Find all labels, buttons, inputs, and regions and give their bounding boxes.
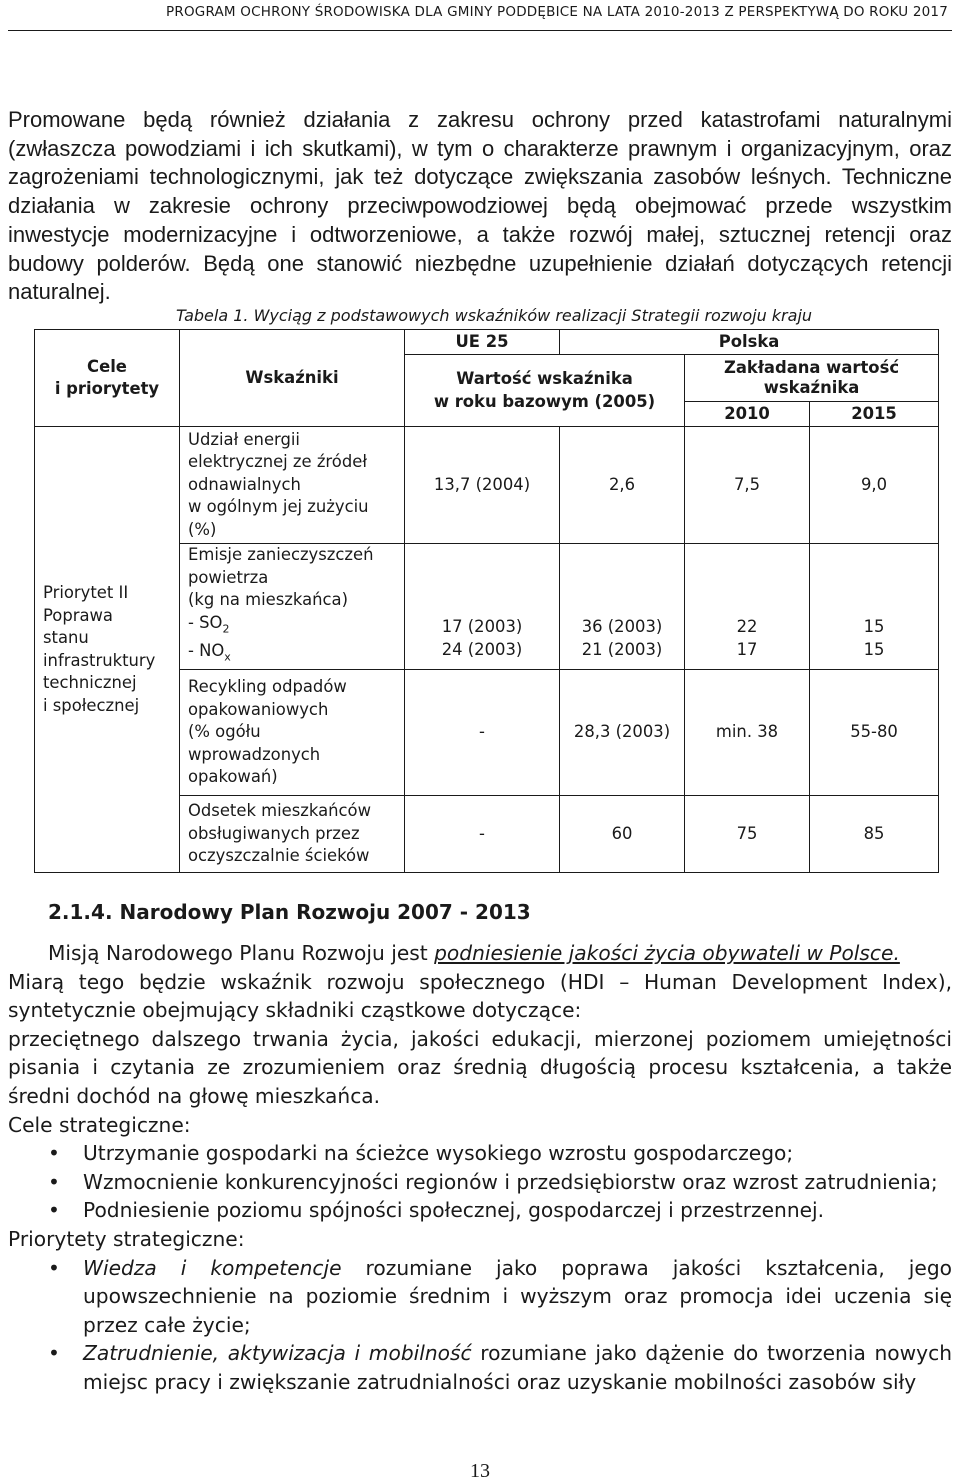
- header-rule: [8, 30, 952, 31]
- list-item: • Wiedza i kompetencje rozumiane jako poprawa jakości kształcenia, jego upowszechnienie na poziomie średnim i wyższym oraz promocja idei uczenia się przez całe życie;: [48, 1255, 952, 1337]
- target-2010: min. 38: [685, 670, 810, 796]
- goals-heading: Cele strategiczne:: [8, 1112, 191, 1137]
- section-body: [8, 939, 952, 1397]
- priority-cell: Priorytet II Poprawa stanu infrastruktury technicznej i społecznej: [35, 427, 180, 873]
- list-item: • Podniesienie poziomu spójności społecznej, gospodarczej i przestrzennej.: [48, 1198, 825, 1223]
- intro-paragraph: Promowane będą również działania z zakresu ochrony przed katastrofami naturalnymi (zwłaszcza powodziami i ich skutkami), w tym o charakterze prawnym i organizacyjnym, oraz zagrożeniami technologicznymi, jak też dotyczące zwiększania zasobów leśnych. Techniczne działania w zakresie ochrony przeciwpowodziowej będą obejmować przede wszystkim inwestycje modernizacyjne i odtworzeniowe, a także rozwój małej, sztucznej retencji oraz budowy polderów. Będą one stanowić niezbędne uzupełnienie działań dotyczących retencji naturalnej.: [8, 107, 952, 305]
- list-item: • Utrzymanie gospodarki na ścieżce wysokiego wzrostu gospodarczego;: [48, 1141, 794, 1166]
- target-2015: 85: [810, 796, 939, 873]
- eu25-header: UE 25: [405, 330, 560, 355]
- indicator-recycling: Recykling odpadów opakowaniowych (% ogółu wprowadzonych opakowań): [180, 670, 405, 796]
- base-value-header: Wartość wskaźnika w roku bazowym (2005): [405, 355, 685, 427]
- eu-value: 13,7 (2004): [405, 427, 560, 544]
- list-item: • Wzmocnienie konkurencyjności regionów i przedsiębiorstw oraz wzrost zatrudnienia;: [48, 1169, 938, 1194]
- table-caption: Tabela 1. Wyciąg z podstawowych wskaźników realizacji Strategii rozwoju kraju: [176, 306, 813, 325]
- mission-line: Misją Narodowego Planu Rozwoju jest podniesienie jakości życia obywateli w Polsce.: [48, 941, 900, 965]
- goals-list: [8, 1139, 952, 1225]
- year-2015-header: 2015: [810, 402, 939, 427]
- indicators-table: [34, 329, 939, 873]
- indicator-renewable-energy: Udział energii elektrycznej ze źródeł odnawialnych w ogólnym jej zużyciu (%): [180, 427, 405, 544]
- target-2015: 15 15: [810, 544, 939, 670]
- pl-value: 60: [560, 796, 685, 873]
- indicator-wastewater: Odsetek mieszkańców obsługiwanych przez oczyszczalnie ścieków: [180, 796, 405, 873]
- hdi-line: Miarą tego będzie wskaźnik rozwoju społecznego (HDI – Human Development Index),: [8, 969, 952, 994]
- target-value-header: Zakładana wartość wskaźnika: [685, 355, 939, 402]
- target-2010: 7,5: [685, 427, 810, 544]
- target-2010: 22 17: [685, 544, 810, 670]
- indicator-emissions: Emisje zanieczyszczeń powietrza (kg na mieszkańca) - $SO_2$ - $NO_x$: [180, 544, 405, 670]
- eu-value: 17 (2003) 24 (2003): [405, 544, 560, 670]
- pl-value: 2,6: [560, 427, 685, 544]
- hdi-components: przeciętnego dalszego trwania życia, jakości edukacji, mierzonej poziomem umiejętności pisania i czytania ze zrozumieniem oraz średnią długością procesu kształcenia, a także średni dochód na głowę mieszkańca.: [8, 1026, 952, 1108]
- hdi-continuation: syntetycznie obejmujący składniki cząstkowe dotyczące:: [8, 998, 582, 1023]
- target-2015: 55-80: [810, 670, 939, 796]
- pl-value: 28,3 (2003): [560, 670, 685, 796]
- mission-emphasis: podniesienie jakości życia obywateli w Polsce.: [434, 941, 900, 965]
- indicators-header: Wskaźniki: [180, 330, 405, 427]
- priorities-list: [8, 1254, 952, 1397]
- eu-value: -: [405, 796, 560, 873]
- target-2010: 75: [685, 796, 810, 873]
- running-header: PROGRAM OCHRONY ŚRODOWISKA DLA GMINY PODDĘBICE NA LATA 2010-2013 Z PERSPEKTYWĄ DO ROKU 2017: [166, 4, 948, 20]
- year-2010-header: 2010: [685, 402, 810, 427]
- goals-header: Cele i priorytety: [35, 330, 180, 427]
- target-2015: 9,0: [810, 427, 939, 544]
- eu-value: -: [405, 670, 560, 796]
- section-heading: 2.1.4. Narodowy Plan Rozwoju 2007 - 2013: [48, 900, 531, 924]
- page-number: 13: [470, 1460, 490, 1482]
- pl-value: 36 (2003) 21 (2003): [560, 544, 685, 670]
- priorities-heading: Priorytety strategiczne:: [8, 1226, 245, 1251]
- list-item: • Zatrudnienie, aktywizacja i mobilność rozumiane jako dążenie do tworzenia nowych miejsc pracy i zwiększanie zatrudnialności oraz uzyskanie mobilności zasobów siły: [48, 1341, 952, 1394]
- poland-header: Polska: [560, 330, 939, 355]
